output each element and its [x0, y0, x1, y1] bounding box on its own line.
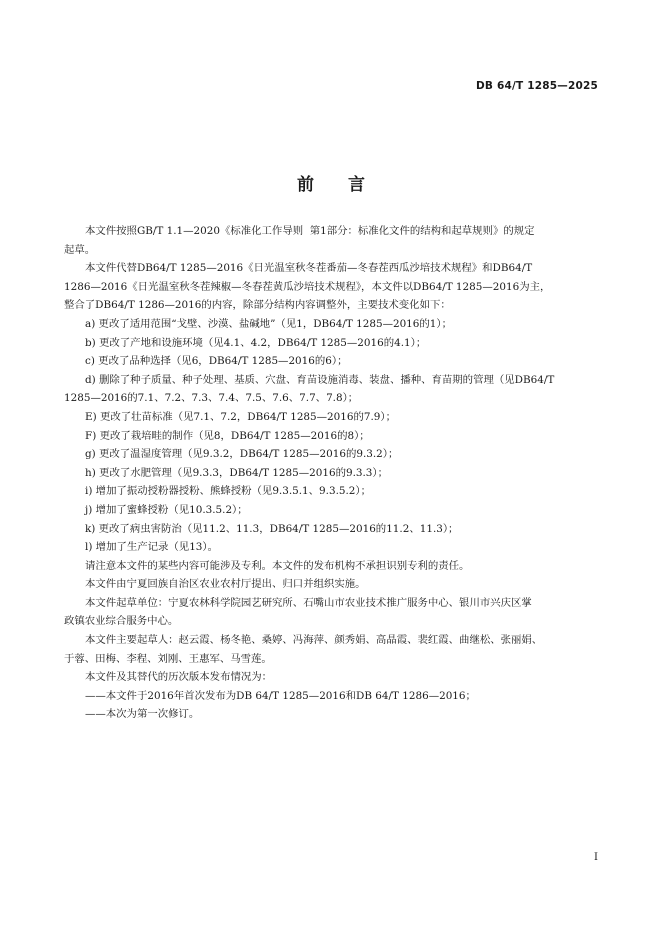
change-list-item: a) 更改了适用范围“戈壁、沙漠、盐碱地”（见1，DB64/T 1285—2016的1）；: [85, 317, 452, 330]
change-list-item: d) 删除了种子质量、种子处理、基质、穴盘、育苗设施消毒、装盘、播种、育苗期的管理（见DB64/T 1285—2016的7.1、7.2、7.3、7.4、7.5、7.6、7.7、7.8）；: [64, 373, 555, 405]
change-list-item: k) 更改了病虫害防治（见11.2、11.3，DB64/T 1285—2016的11.2、11.3）；: [85, 522, 459, 535]
paragraph: 本文件按照GB/T 1.1—2020《标准化工作导则 第1部分：标准化文件的结构和起草规则》的规定 起草。: [64, 225, 535, 256]
paragraph: 本文件代替DB64/T 1285—2016《日光温室秋冬茬番茄—冬春茬西瓜沙培技术规程》和DB64/T 1286—2016《日光温室秋冬茬辣椒—冬春茬黄瓜沙培技术规程》，本文件以DB64/T 1285—2016为主， 整合了DB64/T 1286—2016的内容，除部分结构内容调整外，主要技术变化如下：: [64, 262, 551, 312]
change-list-item: c) 更改了品种选择（见6，DB64/T 1285—2016的6）；: [85, 355, 348, 368]
paragraph: 本文件及其替代的历次版本发布情况为：: [85, 671, 273, 684]
foreword-body: [64, 222, 602, 724]
paragraph: 本文件主要起草人：赵云霞、杨冬艳、桑婷、冯海萍、颜秀娟、高晶霞、裴红霞、曲继松、张丽娟、 于蓉、田梅、李程、刘刚、王惠军、马雪莲。: [64, 634, 543, 665]
page-number: I: [594, 852, 598, 863]
change-list-item: j) 增加了蜜蜂授粉（见10.3.5.2）；: [85, 503, 248, 516]
paragraph: 请注意本文件的某些内容可能涉及专利。本文件的发布机构不承担识别专利的责任。: [85, 559, 470, 572]
change-list-item: i) 增加了振动授粉器授粉、熊蜂授粉（见9.3.5.1、9.3.5.2）；: [85, 485, 371, 498]
change-list-item: E) 更改了壮苗标准（见7.1、7.2，DB64/T 1285—2016的7.9）；: [85, 410, 396, 423]
change-list-item: g) 更改了温湿度管理（见9.3.2，DB64/T 1285—2016的9.3.2）；: [85, 448, 399, 461]
change-list-item: l) 增加了生产记录（见13）。: [85, 541, 218, 554]
paragraph: 本文件由宁夏回族自治区农业农村厅提出、归口并组织实施。: [85, 578, 366, 591]
paragraph: ——本文件于2016年首次发布为DB 64/T 1285—2016和DB 64/T 1286—2016；: [85, 689, 476, 702]
paragraph: 本文件起草单位：宁夏农林科学院园艺研究所、石嘴山市农业技术推广服务中心、银川市兴庆区掌 政镇农业综合服务中心。: [64, 596, 532, 628]
change-list-item: F) 更改了栽培畦的制作（见8，DB64/T 1285—2016的8）；: [85, 429, 370, 442]
page-title: 前言: [297, 175, 399, 195]
document-code: DB 64/T 1285—2025: [476, 80, 598, 92]
change-list-item: h) 更改了水肥管理（见9.3.3，DB64/T 1285—2016的9.3.3）；: [85, 466, 389, 479]
change-list-item: b) 更改了产地和设施环境（见4.1、4.2，DB64/T 1285—2016的4.1）；: [85, 336, 427, 349]
paragraph: ——本次为第一次修订。: [85, 708, 200, 721]
